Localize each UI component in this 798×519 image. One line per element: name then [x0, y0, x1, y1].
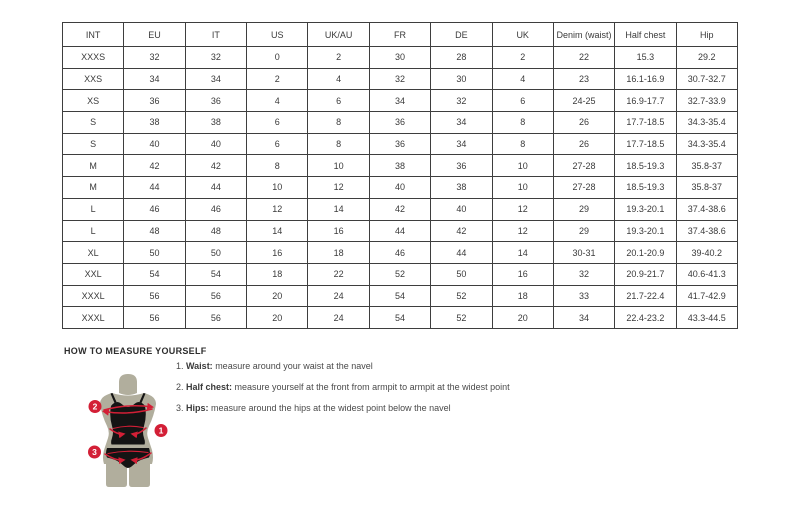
table-cell: 34.3-35.4	[676, 133, 737, 155]
table-cell: 43.3-44.5	[676, 307, 737, 329]
table-cell: 4	[247, 90, 308, 112]
chest-badge: 2	[92, 401, 98, 412]
measure-step	[176, 404, 510, 414]
table-cell: 32	[553, 263, 614, 285]
table-header-cell: EU	[124, 23, 185, 47]
table-cell: 35.8-37	[676, 155, 737, 177]
table-cell: 29.2	[676, 47, 737, 69]
table-cell: 14	[492, 242, 553, 264]
table-cell: 42	[185, 155, 246, 177]
table-cell: 44	[431, 242, 492, 264]
table-cell: 20.9-21.7	[615, 263, 676, 285]
table-cell: 54	[369, 307, 430, 329]
size-table-body	[63, 47, 738, 329]
table-cell: 36	[369, 133, 430, 155]
table-cell: 18.5-19.3	[615, 177, 676, 199]
table-cell: 44	[369, 220, 430, 242]
table-cell: 10	[492, 155, 553, 177]
table-cell: 32	[124, 47, 185, 69]
table-cell: S	[63, 112, 124, 134]
table-cell: 14	[247, 220, 308, 242]
table-cell: 6	[247, 112, 308, 134]
table-cell: 10	[247, 177, 308, 199]
table-cell: XS	[63, 90, 124, 112]
table-cell: 21.7-22.4	[615, 285, 676, 307]
table-cell: 56	[124, 307, 185, 329]
table-cell: S	[63, 133, 124, 155]
table-cell: 40	[369, 177, 430, 199]
table-cell: 20.1-20.9	[615, 242, 676, 264]
table-cell: 26	[553, 133, 614, 155]
table-cell: 30-31	[553, 242, 614, 264]
table-cell: 40	[124, 133, 185, 155]
table-cell: 22	[308, 263, 369, 285]
table-header-cell: US	[247, 23, 308, 47]
table-cell: 32.7-33.9	[676, 90, 737, 112]
hips-badge: 3	[92, 447, 97, 458]
table-cell: 42	[369, 198, 430, 220]
table-cell: 8	[247, 155, 308, 177]
table-cell: 27-28	[553, 155, 614, 177]
step-number: 3.	[176, 403, 187, 413]
table-cell: M	[63, 155, 124, 177]
table-cell: 12	[247, 198, 308, 220]
table-cell: 32	[431, 90, 492, 112]
table-cell: 34	[431, 112, 492, 134]
table-row	[63, 133, 738, 155]
table-cell: 4	[308, 68, 369, 90]
table-cell: 38	[369, 155, 430, 177]
table-cell: 52	[431, 285, 492, 307]
table-cell: 10	[308, 155, 369, 177]
table-row	[63, 47, 738, 69]
table-row	[63, 220, 738, 242]
table-cell: 16	[247, 242, 308, 264]
table-header-cell: FR	[369, 23, 430, 47]
table-cell: L	[63, 198, 124, 220]
table-cell: 48	[185, 220, 246, 242]
table-cell: 34	[431, 133, 492, 155]
table-row	[63, 177, 738, 199]
step-label: Half chest:	[186, 382, 233, 392]
table-cell: XXXS	[63, 47, 124, 69]
size-chart-table	[62, 22, 738, 329]
measure-step	[176, 362, 510, 372]
table-cell: 54	[185, 263, 246, 285]
table-cell: 44	[124, 177, 185, 199]
step-number: 1.	[176, 361, 187, 371]
table-cell: 2	[308, 47, 369, 69]
table-cell: XXS	[63, 68, 124, 90]
table-cell: 15.3	[615, 47, 676, 69]
table-cell: 30.7-32.7	[676, 68, 737, 90]
table-cell: XL	[63, 242, 124, 264]
table-cell: 56	[185, 285, 246, 307]
table-cell: 18	[247, 263, 308, 285]
table-cell: 22.4-23.2	[615, 307, 676, 329]
table-cell: 34	[553, 307, 614, 329]
table-cell: 17.7-18.5	[615, 112, 676, 134]
table-cell: M	[63, 177, 124, 199]
table-cell: 33	[553, 285, 614, 307]
table-row	[63, 285, 738, 307]
table-cell: 41.7-42.9	[676, 285, 737, 307]
table-cell: 8	[492, 133, 553, 155]
table-cell: 42	[124, 155, 185, 177]
table-cell: 32	[185, 47, 246, 69]
table-cell: 50	[431, 263, 492, 285]
table-cell: 48	[124, 220, 185, 242]
table-cell: 34.3-35.4	[676, 112, 737, 134]
table-cell: 56	[124, 285, 185, 307]
table-cell: 38	[185, 112, 246, 134]
table-cell: 14	[308, 198, 369, 220]
table-cell: 20	[247, 285, 308, 307]
table-cell: 29	[553, 198, 614, 220]
table-cell: 50	[124, 242, 185, 264]
table-cell: 18	[308, 242, 369, 264]
table-cell: 52	[369, 263, 430, 285]
table-cell: 24	[308, 307, 369, 329]
table-row	[63, 155, 738, 177]
table-cell: 27-28	[553, 177, 614, 199]
table-cell: 32	[369, 68, 430, 90]
table-cell: 10	[492, 177, 553, 199]
table-header-cell: INT	[63, 23, 124, 47]
table-header-cell: IT	[185, 23, 246, 47]
table-cell: L	[63, 220, 124, 242]
table-cell: 34	[185, 68, 246, 90]
table-cell: XXXL	[63, 285, 124, 307]
table-cell: 12	[492, 220, 553, 242]
table-cell: 46	[185, 198, 246, 220]
table-cell: 6	[247, 133, 308, 155]
table-header-cell: Hip	[676, 23, 737, 47]
table-row	[63, 112, 738, 134]
table-cell: 50	[185, 242, 246, 264]
measure-section-title: HOW TO MEASURE YOURSELF	[64, 346, 207, 356]
table-cell: 40	[431, 198, 492, 220]
table-cell: 38	[124, 112, 185, 134]
table-cell: 40.6-41.3	[676, 263, 737, 285]
step-label: Waist:	[186, 361, 213, 371]
table-cell: 2	[492, 47, 553, 69]
step-text: measure around the hips at the widest point below the navel	[208, 403, 451, 413]
table-cell: 16.1-16.9	[615, 68, 676, 90]
table-row	[63, 90, 738, 112]
table-cell: 42	[431, 220, 492, 242]
table-cell: 40	[185, 133, 246, 155]
table-cell: 18.5-19.3	[615, 155, 676, 177]
measure-step	[176, 383, 510, 393]
table-cell: 29	[553, 220, 614, 242]
step-number: 2.	[176, 382, 187, 392]
table-row	[63, 198, 738, 220]
table-cell: 12	[492, 198, 553, 220]
table-cell: 23	[553, 68, 614, 90]
table-cell: 44	[185, 177, 246, 199]
table-cell: 35.8-37	[676, 177, 737, 199]
table-cell: 34	[369, 90, 430, 112]
table-cell: 36	[369, 112, 430, 134]
table-cell: 12	[308, 177, 369, 199]
table-cell: 4	[492, 68, 553, 90]
table-row	[63, 68, 738, 90]
table-header-cell: UK	[492, 23, 553, 47]
table-cell: 19.3-20.1	[615, 198, 676, 220]
table-cell: 8	[308, 133, 369, 155]
size-chart-header	[63, 23, 738, 47]
waist-badge: 1	[158, 425, 164, 436]
table-cell: 46	[369, 242, 430, 264]
table-cell: 52	[431, 307, 492, 329]
table-row	[63, 242, 738, 264]
table-header-cell: Half chest	[615, 23, 676, 47]
table-cell: 39-40.2	[676, 242, 737, 264]
table-cell: 16	[492, 263, 553, 285]
table-cell: 6	[492, 90, 553, 112]
mannequin-illustration	[80, 370, 176, 492]
table-row	[63, 307, 738, 329]
table-cell: 38	[431, 177, 492, 199]
table-header-row	[63, 23, 738, 47]
table-cell: 34	[124, 68, 185, 90]
table-cell: 56	[185, 307, 246, 329]
table-cell: 0	[247, 47, 308, 69]
measure-steps-list	[176, 362, 510, 425]
table-cell: 24-25	[553, 90, 614, 112]
table-cell: 37.4-38.6	[676, 220, 737, 242]
table-cell: 28	[431, 47, 492, 69]
table-cell: 17.7-18.5	[615, 133, 676, 155]
table-cell: 54	[124, 263, 185, 285]
table-cell: 16	[308, 220, 369, 242]
table-cell: 46	[124, 198, 185, 220]
table-cell: 22	[553, 47, 614, 69]
step-text: measure around your waist at the navel	[212, 361, 373, 371]
table-cell: 37.4-38.6	[676, 198, 737, 220]
table-cell: 20	[492, 307, 553, 329]
table-cell: 19.3-20.1	[615, 220, 676, 242]
table-cell: 36	[124, 90, 185, 112]
table-cell: 6	[308, 90, 369, 112]
table-cell: 2	[247, 68, 308, 90]
table-cell: 20	[247, 307, 308, 329]
table-cell: 26	[553, 112, 614, 134]
step-label: Hips:	[186, 403, 209, 413]
table-row	[63, 263, 738, 285]
table-cell: 24	[308, 285, 369, 307]
table-cell: 54	[369, 285, 430, 307]
table-header-cell: Denim (waist)	[553, 23, 614, 47]
table-cell: 30	[369, 47, 430, 69]
table-cell: 36	[185, 90, 246, 112]
table-cell: 30	[431, 68, 492, 90]
table-cell: 16.9-17.7	[615, 90, 676, 112]
table-cell: 18	[492, 285, 553, 307]
step-text: measure yourself at the front from armpit to armpit at the widest point	[232, 382, 510, 392]
table-header-cell: UK/AU	[308, 23, 369, 47]
table-cell: 8	[308, 112, 369, 134]
table-cell: XXXL	[63, 307, 124, 329]
table-cell: 36	[431, 155, 492, 177]
table-header-cell: DE	[431, 23, 492, 47]
table-cell: 8	[492, 112, 553, 134]
table-cell: XXL	[63, 263, 124, 285]
